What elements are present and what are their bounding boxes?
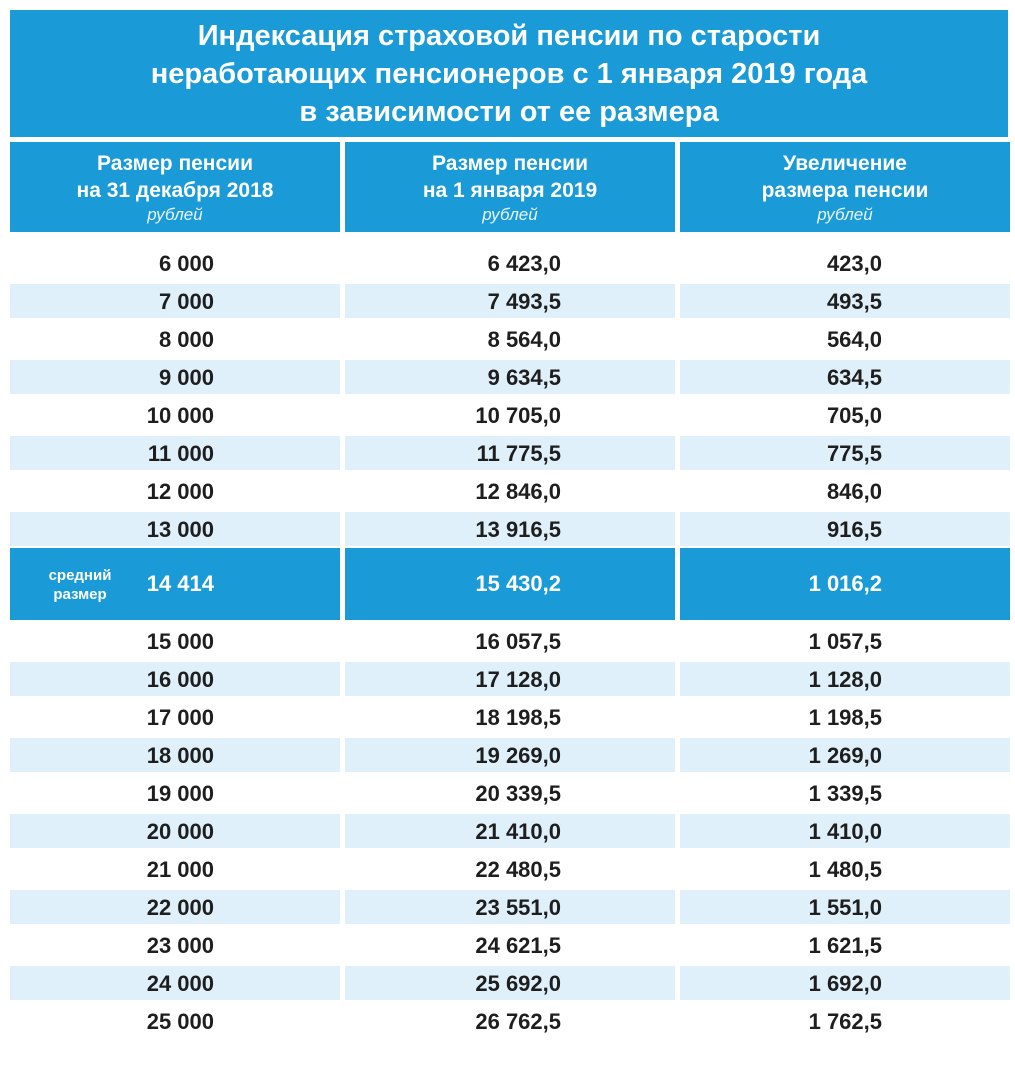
pension-2019-cell: [345, 928, 675, 962]
cell-value: 6 423,0: [487, 251, 561, 276]
column-unit: рублей: [817, 205, 873, 224]
increase-cell: [680, 1004, 1010, 1038]
cell-value: 13 000: [146, 517, 214, 542]
table-row: [0, 246, 1015, 284]
cell-value: 1 551,0: [808, 895, 882, 920]
column-header-line: Размер пенсии: [96, 152, 253, 175]
cell-value: 14 414: [146, 571, 214, 596]
average-increase-cell: [680, 548, 1010, 620]
pension-2019-cell: [345, 360, 675, 394]
table-row: [0, 398, 1015, 436]
pension-2018-cell: [10, 624, 340, 658]
pension-2019-cell: [345, 436, 675, 470]
cell-value: 13 916,5: [475, 517, 561, 542]
cell-value: 10 705,0: [475, 403, 561, 428]
pension-2019-cell: [345, 662, 675, 696]
cell-value: 25 000: [146, 1009, 214, 1034]
cell-value: 26 762,5: [475, 1009, 561, 1034]
column-header-line: Увеличение: [783, 152, 907, 175]
cell-value: 21 000: [146, 857, 214, 882]
cell-value: 775,5: [826, 441, 882, 466]
cell-value: 20 339,5: [475, 781, 561, 806]
increase-cell: [680, 284, 1010, 318]
pension-2018-cell: [10, 776, 340, 810]
pension-2018-cell: [10, 398, 340, 432]
pension-2019-cell: [345, 624, 675, 658]
cell-value: 17 000: [146, 705, 214, 730]
pension-2019-cell: [345, 890, 675, 924]
table-row: [0, 738, 1015, 776]
increase-cell: [680, 738, 1010, 772]
cell-value: 23 000: [146, 933, 214, 958]
table-row: [0, 436, 1015, 474]
cell-value: 19 000: [146, 781, 214, 806]
cell-value: 11 000: [147, 441, 214, 466]
pension-2019-cell: [345, 512, 675, 546]
pension-2018-cell: [10, 474, 340, 508]
pension-2018-cell: [10, 928, 340, 962]
increase-cell: [680, 474, 1010, 508]
cell-value: 564,0: [826, 327, 882, 352]
table-row: [0, 852, 1015, 890]
cell-value: 11 775,5: [476, 441, 561, 466]
table-row: [0, 928, 1015, 966]
pension-2019-cell: [345, 474, 675, 508]
cell-value: 1 480,5: [808, 857, 882, 882]
column-header-pension-2018: [10, 142, 340, 232]
table-row: [0, 966, 1015, 1004]
pension-2019-cell: [345, 852, 675, 886]
table-row: [0, 776, 1015, 814]
pension-2019-cell: [345, 738, 675, 772]
pension-2018-cell: [10, 512, 340, 546]
table-row: [0, 322, 1015, 360]
cell-value: 12 000: [146, 479, 214, 504]
cell-value: 18 000: [146, 743, 214, 768]
cell-value: 916,5: [826, 517, 882, 542]
cell-value: 17 128,0: [475, 667, 561, 692]
pension-2018-cell: [10, 322, 340, 356]
cell-value: 8 564,0: [487, 327, 561, 352]
pension-2019-cell: [345, 322, 675, 356]
pension-2019-cell: [345, 398, 675, 432]
column-header-line: размера пенсии: [761, 179, 929, 202]
cell-value: 1 692,0: [808, 971, 882, 996]
column-unit: рублей: [147, 205, 203, 224]
cell-value: 1 410,0: [808, 819, 882, 844]
cell-value: 634,5: [826, 365, 882, 390]
average-pension-2018-cell: [10, 548, 340, 620]
pension-2019-cell: [345, 966, 675, 1000]
cell-value: 20 000: [146, 819, 214, 844]
pension-2018-cell: [10, 1004, 340, 1038]
column-unit: рублей: [482, 205, 538, 224]
cell-value: 24 000: [146, 971, 214, 996]
cell-value: 21 410,0: [475, 819, 561, 844]
cell-value: 1 016,2: [808, 571, 882, 596]
column-header-line: на 31 декабря 2018: [76, 179, 274, 202]
increase-cell: [680, 624, 1010, 658]
column-header-line: на 1 января 2019: [422, 179, 598, 202]
cell-value: 6 000: [158, 251, 214, 276]
increase-cell: [680, 360, 1010, 394]
pension-2019-cell: [345, 814, 675, 848]
pension-2018-cell: [10, 700, 340, 734]
pension-2019-cell: [345, 284, 675, 318]
pension-2018-cell: [10, 436, 340, 470]
cell-value: 18 198,5: [475, 705, 561, 730]
cell-value: 1 269,0: [808, 743, 882, 768]
cell-value: 9 000: [158, 365, 214, 390]
increase-cell: [680, 436, 1010, 470]
average-pension-2019-cell: [345, 548, 675, 620]
pension-2019-cell: [345, 700, 675, 734]
cell-value: 22 480,5: [475, 857, 561, 882]
table-row: [0, 1004, 1015, 1042]
table-row: [0, 624, 1015, 662]
cell-value: 16 057,5: [475, 629, 561, 654]
cell-value: 16 000: [146, 667, 214, 692]
pension-2018-cell: [10, 738, 340, 772]
increase-cell: [680, 928, 1010, 962]
increase-cell: [680, 700, 1010, 734]
table-row: [0, 284, 1015, 322]
pension-2018-cell: [10, 890, 340, 924]
average-label-line: средний: [48, 567, 112, 584]
cell-value: 1 128,0: [808, 667, 882, 692]
cell-value: 846,0: [826, 479, 882, 504]
cell-value: 1 762,5: [808, 1009, 882, 1034]
increase-cell: [680, 322, 1010, 356]
title-line-2: неработающих пенсионеров с 1 января 2019 года: [150, 58, 868, 90]
column-header-line: Размер пенсии: [431, 152, 588, 175]
cell-value: 493,5: [826, 289, 882, 314]
cell-value: 10 000: [146, 403, 214, 428]
average-label: [30, 566, 130, 604]
table-row: [0, 814, 1015, 852]
pension-2019-cell: [345, 776, 675, 810]
cell-value: 22 000: [146, 895, 214, 920]
table-title: [10, 10, 1008, 137]
table-body: [0, 246, 1015, 1042]
table-row: [0, 700, 1015, 738]
cell-value: 9 634,5: [487, 365, 561, 390]
pension-2018-cell: [10, 360, 340, 394]
cell-value: 7 493,5: [487, 289, 561, 314]
increase-cell: [680, 662, 1010, 696]
increase-cell: [680, 814, 1010, 848]
table-row: [0, 662, 1015, 700]
cell-value: 24 621,5: [475, 933, 561, 958]
cell-value: 423,0: [826, 251, 882, 276]
increase-cell: [680, 890, 1010, 924]
increase-cell: [680, 776, 1010, 810]
increase-cell: [680, 246, 1010, 280]
table-row: [0, 474, 1015, 512]
pension-2018-cell: [10, 284, 340, 318]
cell-value: 19 269,0: [475, 743, 561, 768]
cell-value: 15 430,2: [475, 571, 561, 596]
title-line-1: Индексация страховой пенсии по старости: [197, 20, 821, 52]
cell-value: 8 000: [158, 327, 214, 352]
increase-cell: [680, 398, 1010, 432]
cell-value: 12 846,0: [475, 479, 561, 504]
table-row: [0, 360, 1015, 398]
pension-2018-cell: [10, 814, 340, 848]
pension-2019-cell: [345, 1004, 675, 1038]
average-label-line: размер: [53, 586, 107, 603]
pension-2018-cell: [10, 852, 340, 886]
cell-value: 1 339,5: [808, 781, 882, 806]
pension-2018-cell: [10, 966, 340, 1000]
cell-value: 7 000: [158, 289, 214, 314]
increase-cell: [680, 512, 1010, 546]
pension-2018-cell: [10, 246, 340, 280]
pension-2019-cell: [345, 246, 675, 280]
cell-value: 23 551,0: [475, 895, 561, 920]
pension-2018-cell: [10, 662, 340, 696]
cell-value: 1 621,5: [808, 933, 882, 958]
average-row: [0, 548, 1015, 624]
column-header-pension-2019: [345, 142, 675, 232]
increase-cell: [680, 966, 1010, 1000]
cell-value: 705,0: [826, 403, 882, 428]
increase-cell: [680, 852, 1010, 886]
cell-value: 1 057,5: [808, 629, 882, 654]
table-row: [0, 512, 1015, 550]
title-line-3: в зависимости от ее размера: [299, 96, 719, 128]
cell-value: 25 692,0: [475, 971, 561, 996]
column-header-increase: [680, 142, 1010, 232]
table-row: [0, 890, 1015, 928]
cell-value: 15 000: [146, 629, 214, 654]
cell-value: 1 198,5: [808, 705, 882, 730]
